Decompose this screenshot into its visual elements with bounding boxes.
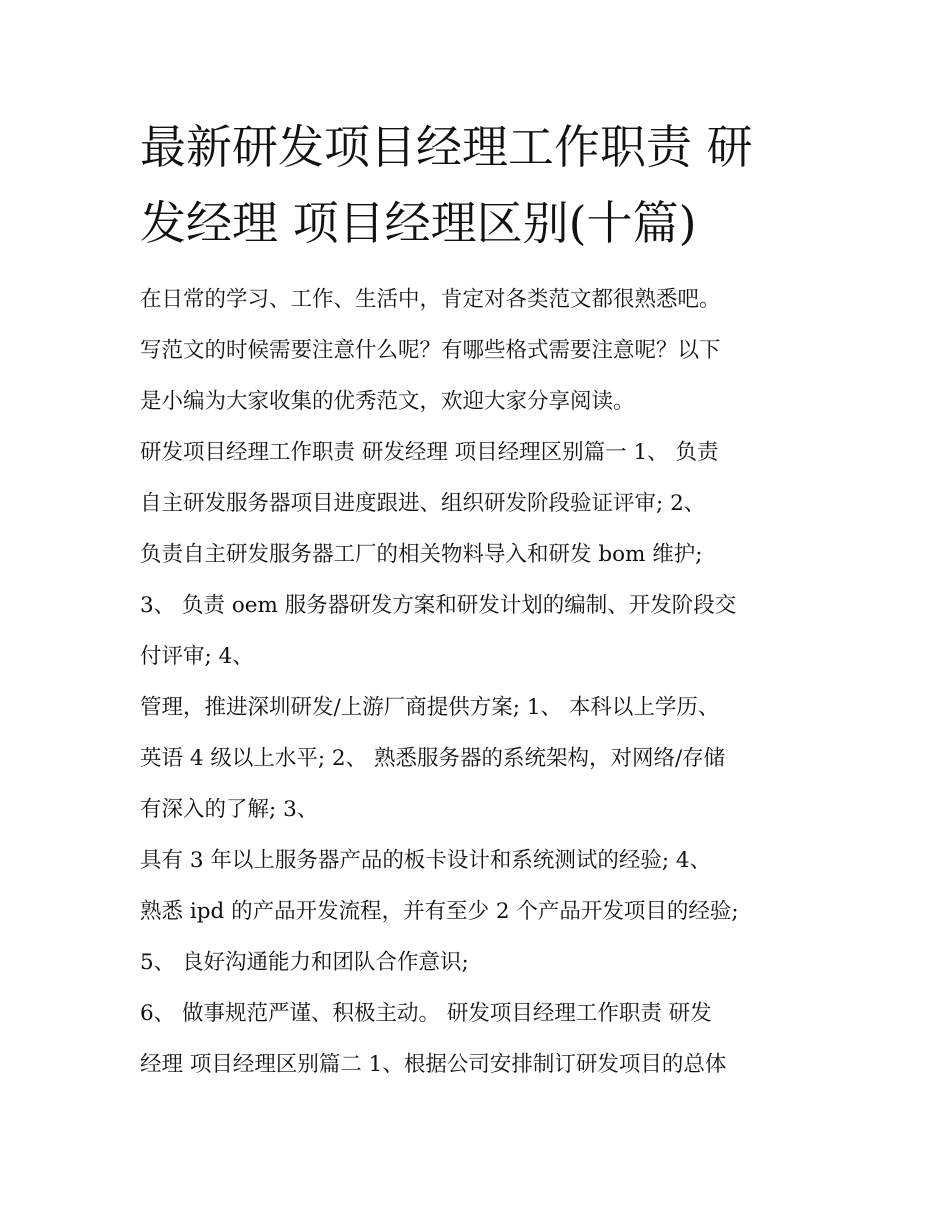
body-line: 写范文的时候需要注意什么呢？有哪些格式需要注意呢？以下 [140, 338, 721, 363]
body-line: 5、 良好沟通能力和团队合作意识; [140, 950, 469, 975]
body-line: 是小编为大家收集的优秀范文，欢迎大家分享阅读。 [140, 389, 635, 414]
body-line: 熟悉 ipd 的产品开发流程，并有至少 2 个产品开发项目的经验; [140, 899, 739, 924]
body-line: 自主研发服务器项目进度跟进、组织研发阶段验证评审; 2、 [140, 491, 706, 516]
body-line: 经理 项目经理区别篇二 1、根据公司安排制订研发项目的总体 [140, 1052, 727, 1077]
body-line: 6、 做事规范严谨、积极主动。 研发项目经理工作职责 研发 [140, 1001, 712, 1026]
body-line: 具有 3 年以上服务器产品的板卡设计和系统测试的经验; 4、 [140, 848, 712, 873]
body-line: 有深入的了解; 3、 [140, 797, 319, 822]
body-line: 付评审; 4、 [140, 644, 254, 669]
body-line: 3、 负责 oem 服务器研发方案和研发计划的编制、开发阶段交 [140, 593, 737, 618]
body-line: 管理，推进深圳研发/上游厂商提供方案; 1、 本科以上学历、 [140, 695, 720, 720]
body-line: 在日常的学习、工作、生活中，肯定对各类范文都很熟悉吧。 [140, 287, 721, 312]
document-title-line-1: 最新研发项目经理工作职责 研 [140, 120, 753, 174]
body-line: 英语 4 级以上水平; 2、 熟悉服务器的系统架构，对网络/存储 [140, 746, 726, 771]
document-title-line-2: 发经理 项目经理区别(十篇) [140, 196, 697, 250]
body-line: 负责自主研发服务器工厂的相关物料导入和研发 bom 维护; [140, 542, 703, 567]
body-line: 研发项目经理工作职责 研发经理 项目经理区别篇一 1、 负责 [140, 440, 719, 465]
